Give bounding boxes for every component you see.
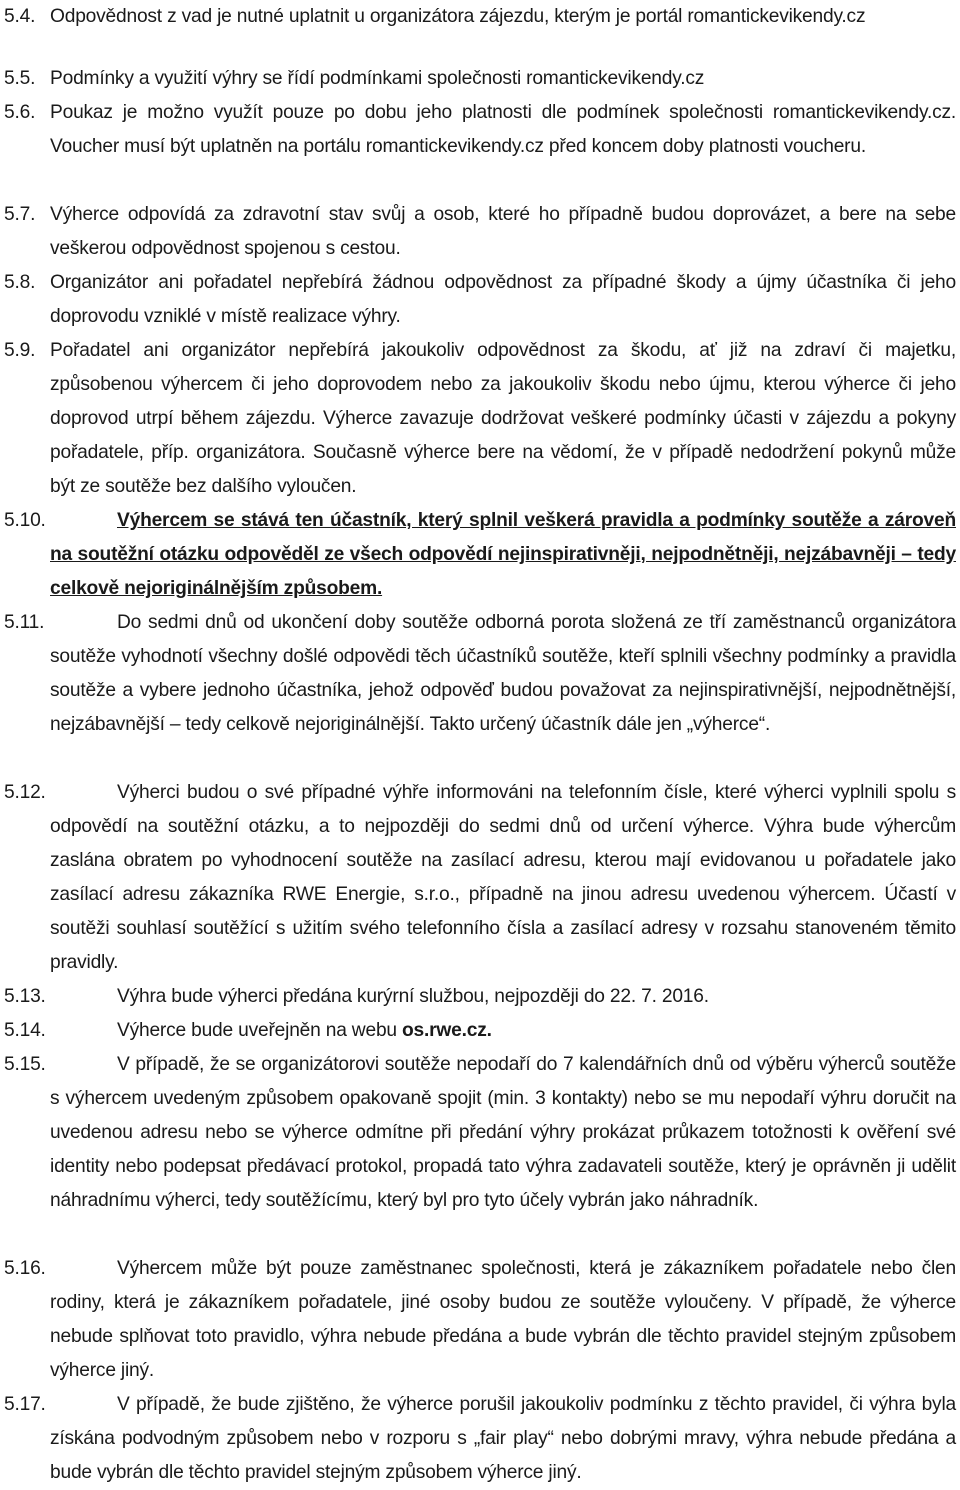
clause-5-12 [4,776,956,980]
clause-text: Podmínky a využití výhry se řídí podmínkami společnosti romantickevikendy.cz [50,68,705,89]
clause-text: Výhercem může být pouze zaměstnanec společnosti, která je zákazníkem pořadatele nebo člen rodiny, která je zákazníkem pořadatele, jiné osoby budou ze soutěže vyloučeny. V případě, že výherce nebude splňovat toto pravidlo, výhra nebude předána a bude vybrán dle těchto pravidel stejným způsobem výherce jiný. [50,1258,956,1381]
clause-text: Výherci budou o své případné výhře informováni na telefonním čísle, které výherci vyplnili spolu s odpovědí na soutěžní otázku, a to nejpozději do sedmi dnů od určení výherce. Výhra bude výhercům zaslána obratem po vyhodnocení soutěže na zasílací adresu, kterou mají evidovanou u pořadatele jako zasílací adresu zákazníka RWE Energie, s.r.o., případně na jinou adresu uvedenou výhercem. Účastí v soutěži souhlasí soutěžící s užitím svého telefonního čísla a zasílací adresy v rozsahu stanoveném těmito pravidly. [50,782,956,973]
clause-5-10 [4,504,956,606]
clause-number: 5.16. [4,1258,46,1279]
clause-5-14 [4,1014,956,1048]
clause-number: 5.8. [4,272,36,293]
clause-5-15 [4,1048,956,1218]
clause-text: Do sedmi dnů od ukončení doby soutěže odborná porota složená ze tří zaměstnanců organizátora soutěže vyhodnotí všechny došlé odpovědi těch účastníků soutěže, kteří splnili všechny podmínky a pravidla soutěže a vybere jednoho účastníka, jehož odpověď budou považovat za nejinspirativnější, nejpodnětnější, nejzábavnější – tedy celkově nejoriginálnější. Takto určený účastník dále jen „výherce“. [50,612,956,735]
clause-text: V případě, že se organizátorovi soutěže nepodaří do 7 kalendářních dnů od výběru výherců soutěže s výhercem uvedeným způsobem opakovaně spojit (min. 3 kontakty) nebo se mu nepodaří výhru doručit na uvedenou adresu nebo se výherce odmítne při předání výhry prokázat průkazem totožnosti k ověření své identity nebo podepsat předávací protokol, propadá tato výhra zadavateli soutěže, který je oprávněn ji udělit náhradnímu výherci, tedy soutěžícímu, který byl pro tyto účely vybrán jako náhradník. [50,1054,956,1211]
clause-text: Výhra bude výherci předána kurýrní službou, nejpozději do 22. 7. 2016. [117,986,709,1007]
clause-number: 5.11. [4,612,45,633]
clause-5-7 [4,198,956,266]
clause-text-plain: Výherce bude uveřejněn na webu [117,1020,403,1041]
clause-5-17 [4,1388,956,1490]
clause-text: Organizátor ani pořadatel nepřebírá žádnou odpovědnost za případné škody a újmy účastníka či jeho doprovodu vzniklé v místě realizace výhry. [50,272,956,327]
clause-number: 5.13. [4,986,46,1007]
clause-5-8 [4,266,956,334]
clause-5-5 [4,62,956,96]
clause-5-11 [4,606,956,742]
web-address: os.rwe.cz. [402,1020,492,1041]
clause-number: 5.17. [4,1394,46,1415]
clause-number: 5.7. [4,204,36,225]
clause-5-13 [4,980,956,1014]
clause-5-4 [4,0,956,34]
clause-text: V případě, že bude zjištěno, že výherce porušil jakoukoliv podmínku z těchto pravidel, či výhra byla získána podvodným způsobem nebo v rozporu s „fair play“ nebo dobrými mravy, výhra nebude předána a bude vybrán dle těchto pravidel stejným způsobem výherce jiný. [50,1394,956,1483]
clause-number: 5.6. [4,102,36,123]
clause-number: 5.15. [4,1054,46,1075]
clause-number: 5.9. [4,340,36,361]
clause-text: Odpovědnost z vad je nutné uplatnit u organizátora zájezdu, kterým je portál romantickevikendy.cz [50,6,866,27]
clause-number: 5.12. [4,782,46,803]
clause-text [50,1014,956,1048]
clause-text: Výherce odpovídá za zdravotní stav svůj a osob, které ho případně budou doprovázet, a bere na sebe veškerou odpovědnost spojenou s cestou. [50,204,956,259]
clause-number: 5.10. [4,510,46,531]
clause-5-9 [4,334,956,504]
clause-number: 5.5. [4,68,36,89]
clause-text: Poukaz je možno využít pouze po dobu jeho platnosti dle podmínek společnosti romantickevikendy.cz. Voucher musí být uplatněn na portálu romantickevikendy.cz před koncem doby platnosti voucheru. [50,102,956,157]
clause-text: Pořadatel ani organizátor nepřebírá jakoukoliv odpovědnost za škodu, ať již na zdraví či majetku, způsobenou výhercem či jeho doprovodem nebo za jakoukoliv škodu nebo újmu, kterou výherce či jeho doprovod utrpí během zájezdu. Výherce zavazuje dodržovat veškeré podmínky účasti v zájezdu a pokyny pořadatele, příp. organizátora. Současně výherce bere na vědomí, že v případě nedodržení pokynů může být ze soutěže bez dalšího vyloučen. [50,340,956,497]
clause-5-16 [4,1252,956,1388]
clause-text: Výhercem se stává ten účastník, který splnil veškerá pravidla a podmínky soutěže a zároveň na soutěžní otázku odpověděl ze všech odpovědí nejinspirativněji, nejpodnětněji, nejzábavněji – tedy celkově nejoriginálnějším způsobem. [50,510,956,599]
clause-number: 5.14. [4,1020,46,1041]
clause-5-6 [4,96,956,164]
clause-number: 5.4. [4,6,36,27]
